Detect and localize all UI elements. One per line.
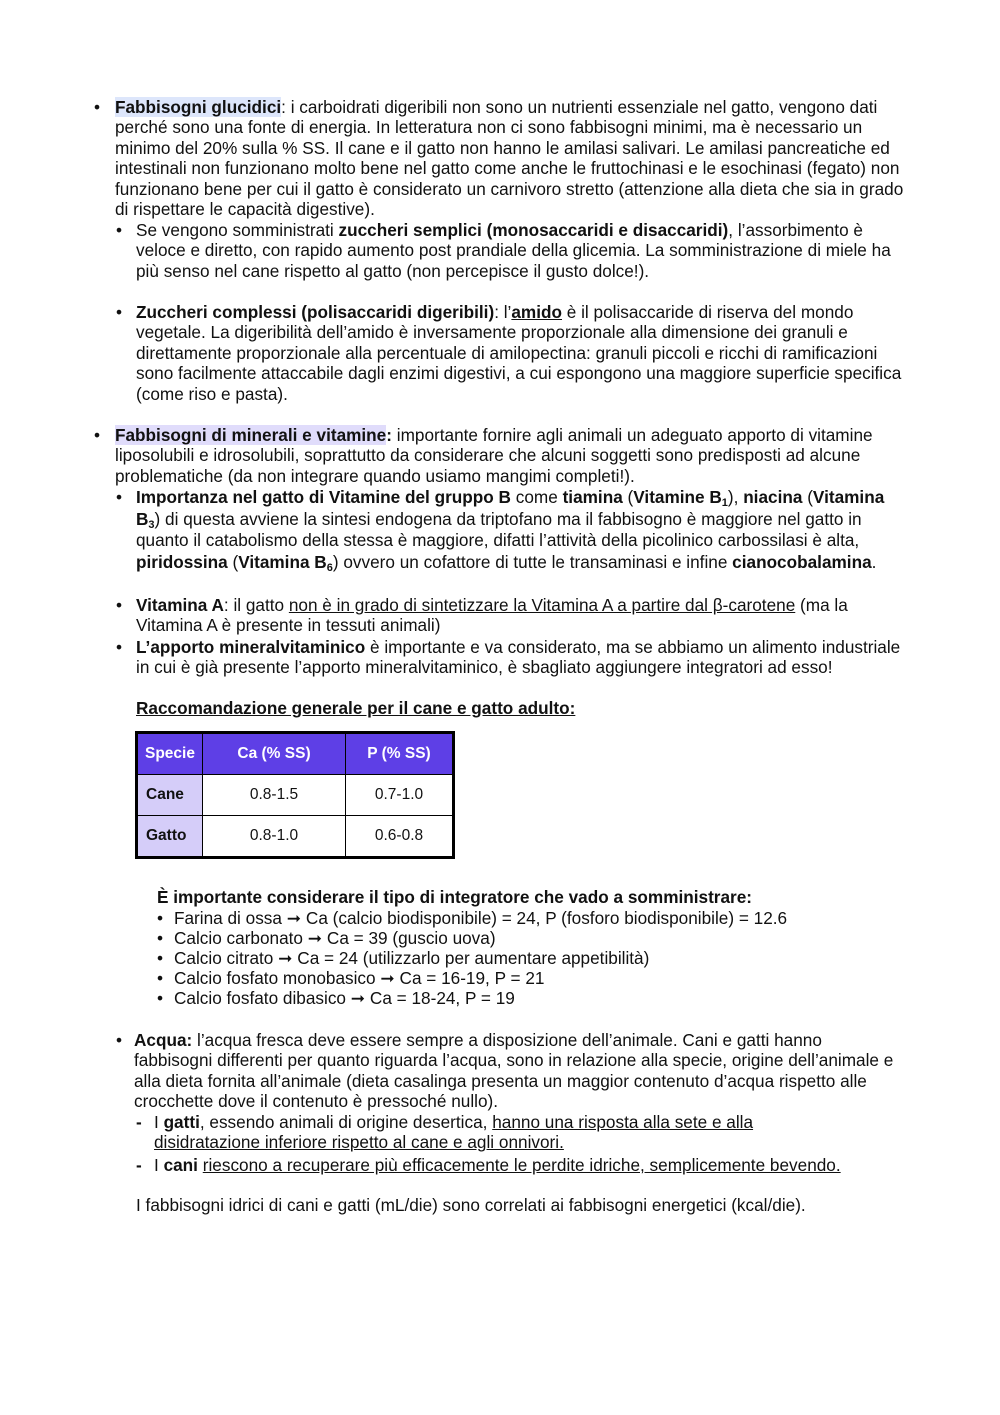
list-item: Calcio fosfato monobasico ➞ Ca = 16-19, P = 21: [174, 968, 545, 988]
bullet: •: [116, 1030, 123, 1050]
gatti-item: I gatti, essendo animali di origine desertica, hanno una risposta alla sete e alla disidratazione inferiore rispetto al cane e agli onnivori.: [154, 1112, 754, 1153]
bullet: •: [116, 220, 123, 240]
table-row: [137, 775, 454, 816]
vitamine-b-item: Importanza nel gatto di Vitamine del gruppo B come tiamina (Vitamine $B_1$), niacina (Vitamina $B_3$) di questa avviene la sintesi endogena da triptofano ma il fabbisogno è maggiore nel gatto in quanto il catabolismo della stessa è maggiore, difatti l’attività della picolinico carbossilasi è alta, piridossina (Vitamina $B_6$) ovvero un cofattore di tutte le transaminasi e infine cianocobalamina.: [136, 487, 885, 574]
acqua-note: I fabbisogni idrici di cani e gatti (mL/die) sono correlati ai fabbisogni energetici (kcal/die).: [136, 1195, 806, 1215]
ca-p-table: [135, 731, 455, 859]
glucidi-paragraph: [115, 97, 910, 219]
table-cell: 0.8-1.5: [203, 775, 346, 816]
table-cell: Cane: [137, 775, 203, 816]
table-header-row: [137, 733, 454, 775]
table-cell: 0.8-1.0: [203, 816, 346, 858]
dash-bullet: -: [136, 1112, 142, 1132]
dash-bullet: -: [136, 1155, 142, 1175]
zuccheri-semplici-item: Se vengono somministrati zuccheri semplici (monosaccaridi e disaccaridi), l’assorbimento è veloce e diretto, con rapido aumento post prandiale della glicemia. La somministrazione di miele ha più senso nel cane rispetto al gatto (non percepisce il gusto dolce!).: [136, 220, 891, 281]
minerali-title: Fabbisogni di minerali e vitamine: [115, 425, 387, 445]
table-row: [137, 816, 454, 858]
table-header: Specie: [137, 733, 203, 775]
raccomandazione-heading: Raccomandazione generale per il cane e gatto adulto:: [136, 698, 576, 718]
glucidi-title: Fabbisogni glucidici: [115, 97, 282, 117]
table-header: Ca (% SS): [203, 733, 346, 775]
table-cell: 0.7-1.0: [346, 775, 454, 816]
bullet: •: [116, 302, 123, 322]
minerali-paragraph: Fabbisogni di minerali e vitamine: importante fornire agli animali un adeguato apporto di vitamine liposolubili e idrosolubili, soprattutto da considerare che alcuni soggetti sono predisposti ad alcune problematiche (da non integrare quando usiamo mangimi completi!).: [115, 425, 873, 486]
bullet: •: [116, 637, 123, 657]
integratori-heading: È importante considerare il tipo di integratore che vado a somministrare:: [157, 887, 753, 907]
glucidi-intro: : i carboidrati digeribili non sono un nutrienti essenziale nel gatto, vengono dati perché sono una fonte di energia. In letteratura non ci sono fabbisogni minimi, ma è necessario un minimo del 20% sulla % SS. Il cane e il gatto non hanno le amilasi salivari. Le amilasi pancreatiche ed intestinali non funzionano molto bene nel gatto come anche le fruttochinasi e le esochinasi (fegato) non funzionano bene per cui il gatto è considerato un carnivoro stretto (attenzione alla dieta che sia in grado di rispettare le capacità digestive).: [115, 97, 904, 220]
apporto-item: L’apporto mineralvitaminico è importante e va considerato, ma se abbiamo un alimento industriale in cui è già presente l’apporto mineralvitaminico, è sbagliato aggiungere integratori ad esso!: [136, 637, 901, 678]
list-item: Calcio fosfato dibasico ➞ Ca = 18-24, P = 19: [174, 988, 515, 1008]
bullet: •: [94, 425, 101, 445]
list-item: Farina di ossa ➞ Ca (calcio biodisponibile) = 24, P (fosforo biodisponibile) = 12.6: [174, 908, 788, 928]
bullet: •: [116, 487, 123, 507]
bullet: •: [116, 595, 123, 615]
cani-item: I cani riescono a recuperare più efficacemente le perdite idriche, semplicemente bevendo.: [154, 1155, 841, 1175]
bullet: •: [94, 97, 101, 117]
table-cell: Gatto: [137, 816, 203, 858]
list-item: Calcio citrato ➞ Ca = 24 (utilizzarlo per aumentare appetibilità): [174, 948, 650, 968]
table-cell: 0.6-0.8: [346, 816, 454, 858]
vitamina-a-item: Vitamina A: il gatto non è in grado di sintetizzare la Vitamina A a partire dal β-carotene (ma la Vitamina A è presente in tessuti animali): [136, 595, 848, 636]
table-header: P (% SS): [346, 733, 454, 775]
acqua-paragraph: Acqua: l’acqua fresca deve essere sempre a disposizione dell’animale. Cani e gatti hanno fabbisogni differenti per quanto riguarda l’acqua, sono in relazione alla specie, origine dell’animale e alla dieta fornita all’animale (dieta casalinga presenta un maggior contenuto d’acqua rispetto alle crocchette dove il contenuto è pressoché nullo).: [134, 1030, 894, 1112]
document-page: • Fabbisogni glucidici: i carboidrati digeribili non sono un nutrienti essenziale nel gatto, vengono dati perché sono una fonte di energia. In letteratura non ci sono fabbisogni minimi, ma è necessario un minimo del 20% sulla % SS. Il cane e il gatto non hanno le amilasi salivari. Le amilasi pancreatiche ed intestinali non funzionano molto bene nel gatto come anche le fruttochinasi e le esochinasi (fegato) non funzionano bene per cui il gatto è considerato un carnivoro stretto (attenzione alla dieta che sia in grado di rispettare le capacità digestive). • Se vengono somministrati zuccheri semplici (monosaccaridi e disaccaridi), l’assorbimento è veloce e diretto, con rapido aumento post prandiale della glicemia. La somministrazione di miele ha più senso nel cane rispetto al gatto (non percepisce il gusto dolce!). • Zuccheri complessi (polisaccaridi digeribili): l’amido è il polisaccaride di riserva del mondo vegetale. La digeribilità dell’amido è inversamente proporzionale alla dimensione dei granuli e direttamente proporzionale alla percentuale di amilopectina: granuli piccoli e ricchi di ramificazioni sono facilmente attaccabile dagli enzimi digestivi, a cui espongono una maggiore superficie specifica (come riso e pasta). • Fabbisogni di minerali e vitamine: importante fornire agli animali un adeguato apporto di vitamine liposolubili e idrosolubili, soprattutto da considerare che alcuni soggetti sono predisposti ad alcune problematiche (da non integrare quando usiamo mangimi completi!). • Importanza nel gatto di Vitamine del gruppo B come tiamina (Vitamine $B_1$), niacina (Vitamina $B_3$) di questa avviene la sintesi endogena da triptofano ma il fabbisogno è maggiore nel gatto in quanto il catabolismo della stessa è maggiore, difatti l’attività della picolinico carbossilasi è alta, piridossina (Vitamina $B_6$) ovvero un cofattore di tutte le transaminasi e infine cianocobalamina. • Vitamina A: il gatto non è in grado di sintetizzare la Vitamina A a partire dal β-carotene (ma la Vitamina A è presente in tessuti animali) • L’apporto mineralvitaminico è importante e va considerato, ma se abbiamo un alimento industriale in cui è già presente l’apporto mineralvitaminico, è sbagliato aggiungere integratori ad esso! Raccomandazione generale per il cane e gatto adulto: Specie Ca (% SS) P (% SS) Cane 0.8-1.5 0.7-1.0 Gatto 0.8-1.0 0.6-0.8 È importante considerare il tipo di integratore che vado a somministrare: • Farina di ossa ➞ Ca (calcio biodisponibile) = 24, P (fosforo biodisponibile) = 12.6 • Calcio carbonato ➞ Ca = 39 (guscio uova) • Calcio citrato ➞ Ca = 24 (utilizzarlo per aumentare appetibilità) • Calcio fosfato monobasico ➞ Ca = 16-19, P = 21 • Calcio fosfato dibasico ➞ Ca = 18-24, P = 19 • Acqua: l’acqua fresca deve essere sempre a disposizione dell’animale. Cani e gatti hanno fabbisogni differenti per quanto riguarda l’acqua, sono in relazione alla specie, origine dell’animale e alla dieta fornita all’animale (dieta casalinga presenta un maggior contenuto d’acqua rispetto alle crocchette dove il contenuto è pressoché nullo). - I gatti, essendo animali di origine desertica, hanno una risposta alla sete e alla disidratazione inferiore rispetto al cane e agli onnivori. - I cani riescono a recuperare più efficacemente le perdite idriche, semplicemente bevendo. I fabbisogni idrici di cani e gatti (mL/die) sono correlati ai fabbisogni energetici (kcal/die).: [0, 0, 1000, 1415]
list-item: Calcio carbonato ➞ Ca = 39 (guscio uova): [174, 928, 496, 948]
zuccheri-complessi-item: Zuccheri complessi (polisaccaridi digeribili): l’amido è il polisaccaride di riserva del mondo vegetale. La digeribilità dell’amido è inversamente proporzionale alla dimensione dei granuli e direttamente proporzionale alla percentuale di amilopectina: granuli piccoli e ricchi di ramificazioni sono facilmente attaccabile dagli enzimi digestivi, a cui espongono una maggiore superficie specifica (come riso e pasta).: [136, 302, 902, 404]
